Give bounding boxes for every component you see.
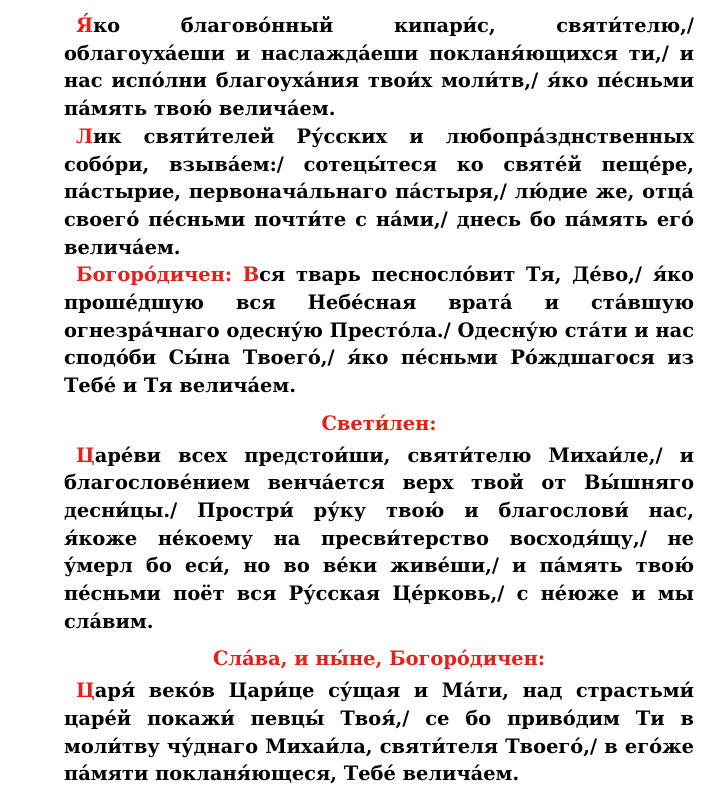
drop-initial: Л bbox=[76, 124, 94, 148]
paragraph-troparion-1 bbox=[64, 12, 694, 123]
drop-initial: Ц bbox=[76, 679, 95, 703]
paragraph-troparion-2 bbox=[64, 123, 694, 262]
section-heading-glory: Сла́ва, и ны́не, Богоро́дичен: bbox=[213, 647, 545, 671]
paragraph-glory-theotokion bbox=[64, 677, 694, 788]
drop-initial: Ц bbox=[76, 443, 95, 467]
paragraph-text: аря́ веко́в Цари́це су́щая и Ма́ти, над страстьми́ царе́й покажи́ певцы́ Твоя́,/ се бо приво́дим Ти в моли́тву чу́днаго Михаи́ла, святи́теля Твоего́,/ в его́же па́мяти покланя́ющеся, Тебе́ велича́ем. bbox=[64, 679, 694, 786]
drop-initial: Я bbox=[76, 14, 94, 37]
paragraph-theotokion bbox=[64, 261, 694, 400]
rubric-label: Богоро́дичен: bbox=[76, 263, 243, 287]
paragraph-text: ́ко благово́нный кипари́с, святи́телю,/ облагоуха́еши и наслажда́еши покланя́ющихся ти,/ и нас испо́лни благоуха́ния твои́х моли́тв,/ я́ко пе́сньми па́мять твою́ велича́ем. bbox=[64, 14, 694, 121]
paragraph-text: ся тварь песносло́вит Тя, Де́во,/ я́ко проше́дшую вся Небе́сная врата́ и ста́вшую огнезра́чнаго одесну́ю Престо́ла./ Одесну́ю ста́ти и нас сподо́би Сы́на Твоего́,/ я́ко пе́сньми Ро́ждшагося из Тебе́ и Тя велича́ем. bbox=[64, 263, 694, 398]
paragraph-svetilen bbox=[64, 442, 694, 636]
section-heading-svetilen: Свети́лен: bbox=[321, 411, 437, 435]
paragraph-text: ик святи́телей Ру́сских и любопра́зднственных собо́ри, взыва́ем:/ сотецы́теся ко святе́й пеще́ре, па́стырие, первонача́льнаго па́стыря,/ лю́дие же, отца́ своего́ пе́сньми почти́те с на́ми,/ днесь бо па́мять его́ велича́ем. bbox=[64, 124, 694, 259]
paragraph-text: аре́ви всех предстои́ши, святи́телю Михаи́ле,/ и благослове́нием венча́ется верх твой от Вы́шняго десни́цы./ Простри́ ру́ку твою́ и благослови́ нас, я́коже не́коему на пресви́терство восходя́щу,/ не у́мерл бо еси́, но во ве́ки живе́ши,/ и па́мять твою́ пе́сньми поёт вся Ру́сская Це́рковь,/ с не́юже и мы сла́вим. bbox=[64, 443, 694, 633]
drop-initial: В bbox=[242, 263, 260, 287]
